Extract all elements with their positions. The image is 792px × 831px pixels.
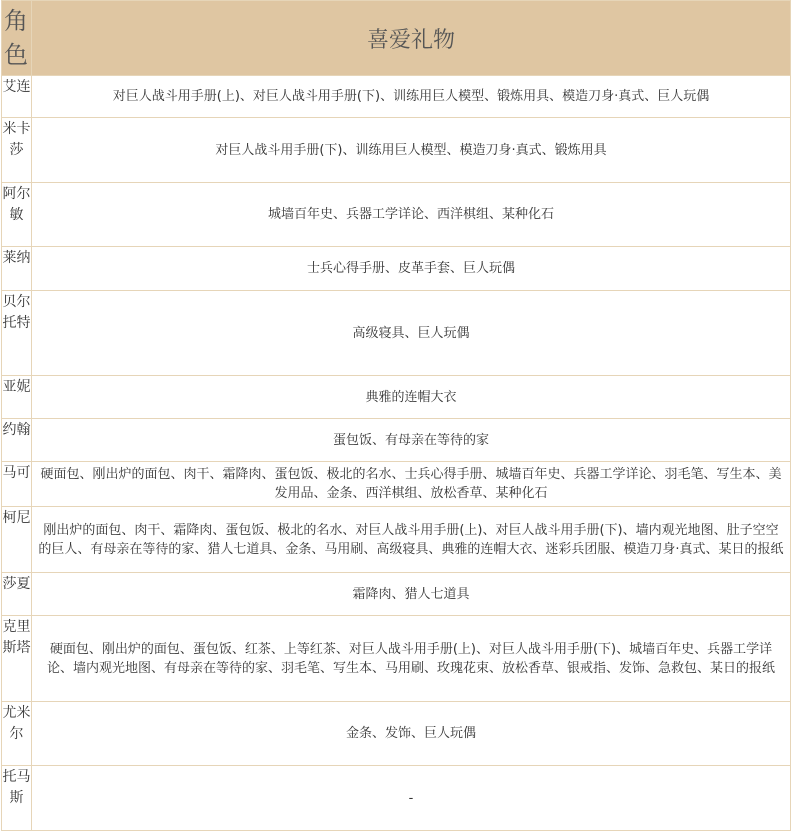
gift-cell: 硬面包、刚出炉的面包、肉干、霜降肉、蛋包饭、极北的名水、士兵心得手册、城墙百年史、兵器工学详论、羽毛笔、写生本、美发用品、金条、西洋棋组、放松香草、某种化石	[32, 462, 791, 507]
table-row	[2, 291, 791, 376]
header-row	[2, 1, 791, 76]
gift-cell: 金条、发饰、巨人玩偶	[32, 702, 791, 766]
table-row	[2, 376, 791, 419]
role-column-header: 角色	[2, 1, 32, 76]
table-row	[2, 76, 791, 118]
gift-cell: 典雅的连帽大衣	[32, 376, 791, 419]
gift-cell: 士兵心得手册、皮革手套、巨人玩偶	[32, 247, 791, 291]
table-row	[2, 419, 791, 462]
gift-cell: 霜降肉、猎人七道具	[32, 573, 791, 616]
role-cell: 亚妮	[2, 376, 32, 419]
gift-cell: 对巨人战斗用手册(下)、训练用巨人模型、模造刀身·真式、锻炼用具	[32, 118, 791, 183]
gift-cell: 刚出炉的面包、肉干、霜降肉、蛋包饭、极北的名水、对巨人战斗用手册(上)、对巨人战斗用手册(下)、墙内观光地图、肚子空空的巨人、有母亲在等待的家、猎人七道具、金条、马用刷、高级寝具、典雅的连帽大衣、迷彩兵团服、模造刀身·真式、某日的报纸	[32, 507, 791, 573]
role-cell: 马可	[2, 462, 32, 507]
table-row	[2, 507, 791, 573]
role-cell: 柯尼	[2, 507, 32, 573]
gifts-column-header: 喜爱礼物	[32, 1, 791, 76]
role-cell: 托马斯	[2, 766, 32, 831]
role-cell: 贝尔托特	[2, 291, 32, 376]
gift-cell: 高级寝具、巨人玩偶	[32, 291, 791, 376]
gift-cell: 硬面包、刚出炉的面包、蛋包饭、红茶、上等红茶、对巨人战斗用手册(上)、对巨人战斗用手册(下)、城墙百年史、兵器工学详论、墙内观光地图、有母亲在等待的家、羽毛笔、写生本、马用刷、玫瑰花束、放松香草、银戒指、发饰、急救包、某日的报纸	[32, 616, 791, 702]
role-cell: 米卡莎	[2, 118, 32, 183]
role-cell: 艾连	[2, 76, 32, 118]
table-row	[2, 183, 791, 247]
gift-cell: 蛋包饭、有母亲在等待的家	[32, 419, 791, 462]
gift-cell: -	[32, 766, 791, 831]
table-row	[2, 573, 791, 616]
table-row	[2, 247, 791, 291]
table-row	[2, 766, 791, 831]
table-row	[2, 462, 791, 507]
table-row	[2, 702, 791, 766]
role-cell: 尤米尔	[2, 702, 32, 766]
gift-table	[1, 0, 791, 831]
table-row	[2, 616, 791, 702]
role-cell: 克里斯塔	[2, 616, 32, 702]
role-cell: 莱纳	[2, 247, 32, 291]
role-cell: 阿尔敏	[2, 183, 32, 247]
gift-cell: 城墙百年史、兵器工学详论、西洋棋组、某种化石	[32, 183, 791, 247]
gift-cell: 对巨人战斗用手册(上)、对巨人战斗用手册(下)、训练用巨人模型、锻炼用具、模造刀身·真式、巨人玩偶	[32, 76, 791, 118]
table-body	[2, 76, 791, 831]
role-cell: 约翰	[2, 419, 32, 462]
role-cell: 莎夏	[2, 573, 32, 616]
table-row	[2, 118, 791, 183]
